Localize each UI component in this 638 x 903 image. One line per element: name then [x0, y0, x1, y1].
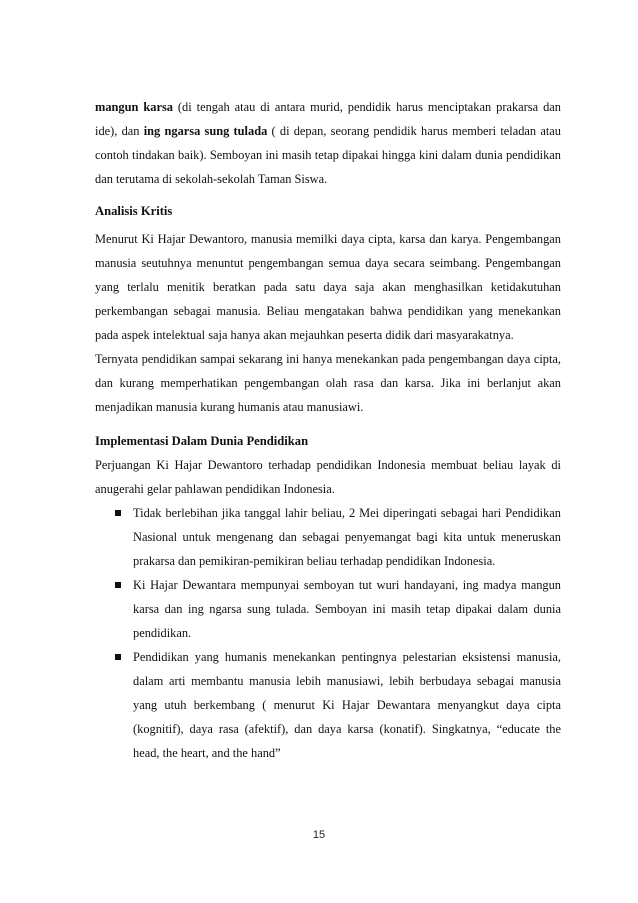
list-item: [95, 501, 561, 573]
page-content: [95, 95, 561, 765]
list-item-text: Ki Hajar Dewantara mempunyai semboyan tut wuri handayani, ing madya mangun karsa dan ing ngarsa sung tulada. Semboyan ini masih tetap dipakai dalam dunia pendidikan.: [133, 578, 561, 640]
term-ing-ngarsa: ing ngarsa sung tulada: [143, 124, 268, 138]
intro-text-1: (di tengah atau di antara murid, pendidik harus menciptakan prakarsa dan ide), dan: [95, 100, 561, 138]
intro-text-2: ( di depan, seorang pendidik harus memberi teladan atau contoh tindakan baik). Semboyan ini masih tetap dipakai hingga kini dalam dunia pendidikan dan terutama di sekolah-sekolah Taman Siswa.: [95, 124, 561, 186]
square-bullet-icon: [115, 510, 121, 516]
list-item-text: Tidak berlebihan jika tanggal lahir beliau, 2 Mei diperingati sebagai hari Pendidikan Nasional untuk mengenang dan sebagai penyemangat bagi kita untuk meneruskan prakarsa dan pemikiran-pemikiran beliau terhadap pendidikan Indonesia.: [133, 506, 561, 568]
list-item-text: Pendidikan yang humanis menekankan pentingnya pelestarian eksistensi manusia, dalam arti membantu manusia lebih manusiawi, lebih berbudaya sebagai manusia yang utuh berkembang ( menurut Ki Hajar Dewantara menyangkut daya cipta (kognitif), daya rasa (afektif), dan daya karsa (konatif). Singkatnya, “educate the head, the heart, and the hand”: [133, 650, 561, 760]
term-mangun-karsa: mangun karsa: [95, 100, 173, 114]
list-item: [95, 573, 561, 645]
analisis-paragraph-2: Ternyata pendidikan sampai sekarang ini hanya menekankan pada pengembangan daya cipta, dan kurang memperhatikan pengembangan olah rasa dan karsa. Jika ini berlanjut akan menjadikan manusia kurang humanis atau manusiawi.: [95, 352, 561, 414]
heading-implementasi: Implementasi Dalam Dunia Pendidikan: [95, 434, 309, 448]
square-bullet-icon: [115, 582, 121, 588]
implementasi-bullet-list: [95, 501, 561, 765]
square-bullet-icon: [115, 654, 121, 660]
page-number: 15: [312, 829, 326, 841]
intro-paragraph: [95, 95, 561, 191]
list-item: [95, 645, 561, 765]
implementasi-intro: Perjuangan Ki Hajar Dewantoro terhadap pendidikan Indonesia membuat beliau layak di anugerahi gelar pahlawan pendidikan Indonesia.: [95, 458, 561, 496]
analisis-paragraph-1: Menurut Ki Hajar Dewantoro, manusia memilki daya cipta, karsa dan karya. Pengembangan manusia seutuhnya menuntut pengembangan semua daya secara seimbang. Pengembangan yang terlalu menitik beratkan pada satu daya saja akan menghasilkan ketidakutuhan perkembangan sebagai manusia. Beliau mengatakan bahwa pendidikan yang menekankan pada aspek intelektual saja hanya akan mejauhkan peserta didik dari masyarakatnya.: [95, 232, 561, 342]
heading-analisis-kritis: Analisis Kritis: [95, 204, 173, 218]
